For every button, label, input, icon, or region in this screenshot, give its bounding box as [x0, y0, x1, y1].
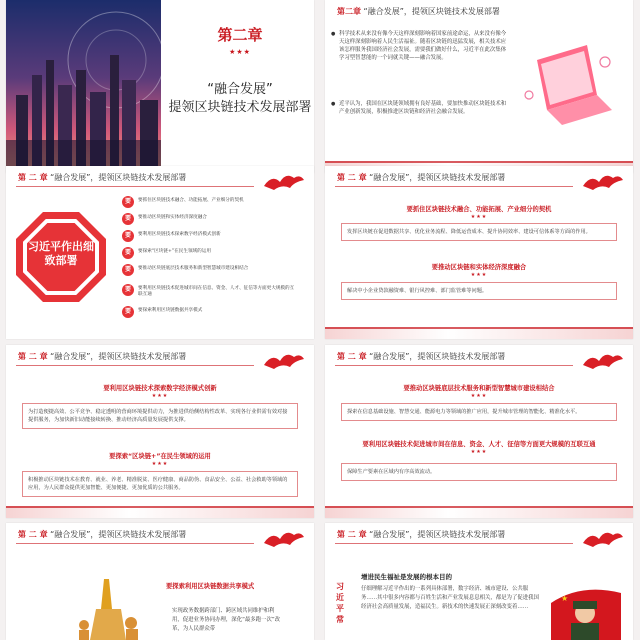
slide-livelihood[interactable] — [325, 523, 633, 640]
body-text: 实现政务数据跨部门、跨区域共同维护和利用，促进业务协同办理，深化“最多跑一次”改革，为人民群众带 — [172, 608, 281, 632]
star-divider: ★★★ — [151, 393, 169, 399]
octagon-badge-text: 习近平作出细致部署 — [28, 240, 94, 267]
list-item — [122, 306, 302, 320]
header-divider — [16, 543, 254, 544]
list-item — [122, 213, 302, 227]
slide-deployment-list[interactable] — [6, 166, 314, 339]
slide-digital-economy[interactable] — [6, 345, 314, 518]
dove-icon — [260, 527, 306, 549]
list-item-text: 要探索利用区块链数据共享模式 — [138, 308, 203, 313]
header-chapter: 第 二 章 — [337, 530, 367, 539]
content-box: 积极推动区块链技术在教育、就业、养老、精准脱贫、医疗健康、商品防伪、食品安全、公益、社会救助等领域的应用，为人民群众提供更加智能、更加便捷、更加优质的公共服务。 — [22, 471, 298, 497]
dove-icon — [579, 527, 625, 549]
section-subtitle: 要利用区块链技术促进城市间在信息、资金、人才、征信等方面更大规模的互联互通 — [362, 441, 596, 448]
slide-header — [337, 529, 505, 540]
list-item — [122, 284, 302, 298]
header-chapter: 第 二 章 — [18, 530, 48, 539]
list-item-text: 要推动区块链和实体经济深度融合 — [138, 215, 207, 220]
star-divider: ★★★ — [470, 214, 488, 220]
header-chapter: 第 二 章 — [18, 352, 48, 361]
laptop-illustration — [517, 40, 617, 130]
yao-marker: 要 — [122, 196, 134, 208]
list-item-text: 要利用区块链技术促进城市间在信息、资金、人才、征信等方面更大规模的互联互通 — [138, 286, 295, 297]
vertical-heading: 习近平常 — [336, 582, 344, 624]
header-divider — [16, 365, 254, 366]
star-divider: ★★★ — [470, 272, 488, 278]
bullet-paragraph: ● 科学技术从来没有像今天这样深刻影响着国家前途命运，从来没有像今天这样深刻影响着人民生活福祉。随着区块链的迅猛发展，相关技术应该怎样服务我国经济社会发展，需要我们做好什么，习近平在此次集体学习型智慧能的一个词就关键——融合发展。 — [339, 30, 509, 62]
slide-header — [18, 172, 186, 183]
header-divider — [16, 186, 254, 187]
slide-header — [337, 172, 505, 183]
slide-intro[interactable] — [325, 0, 633, 173]
slide-header — [337, 351, 505, 362]
list-item — [122, 230, 302, 244]
monument-illustration — [76, 579, 146, 640]
star-divider: ★★★ — [470, 393, 488, 399]
yao-marker: 要 — [122, 230, 134, 242]
section-subtitle: 要探索“区块链+”在民生领域的运用 — [109, 453, 211, 460]
list-item-text: 要探索“区块链+”在民生领域的运用 — [138, 249, 211, 254]
header-title: “融合发展”，提领区块链技术发展部署 — [369, 530, 506, 539]
dove-icon — [579, 349, 625, 371]
star-divider: ★★★ — [470, 449, 488, 455]
header-chapter: 第 二 章 — [337, 173, 367, 182]
svg-text:★: ★ — [561, 594, 569, 603]
yao-marker: 要 — [122, 247, 134, 259]
dove-icon — [579, 170, 625, 192]
flag-soldier-illustration — [551, 573, 621, 640]
header-chapter: 第 二 章 — [18, 173, 48, 182]
header-divider — [335, 543, 573, 544]
list-item-text: 要推动区块链底层技术服务和新型智慧城市建设相结合 — [138, 266, 249, 271]
section-subtitle: 要推动区块链和实体经济深度融合 — [431, 264, 527, 271]
slide-title-line2: 提领区块链技术发展部署 — [168, 100, 312, 115]
header-chapter: 第二章 — [337, 7, 361, 16]
header-title: “融合发展”，提领区块链技术发展部署 — [50, 352, 187, 361]
list-item — [122, 196, 302, 210]
star-divider: ★★★ — [151, 461, 169, 467]
yao-marker: 要 — [122, 284, 134, 296]
bullet-paragraph: ● 近平认为，我国在区块链领域拥有良好基础，要加快推动区块链技术和产业创新发展，积极推进区块链和经济社会融合发展。 — [339, 100, 509, 116]
content-box: 保障生产要素在区域内有序高效流动。 — [341, 463, 617, 481]
slide-header — [337, 6, 500, 17]
header-divider — [335, 186, 573, 187]
section-subtitle: 要推动区块链底层技术服务和新型智慧城市建设相结合 — [403, 385, 555, 392]
slide-data-sharing[interactable] — [6, 523, 314, 640]
list-item-text: 要抓住区块链技术融合、功能拓展、产业细分的契机 — [138, 198, 244, 203]
list-item — [122, 247, 302, 261]
header-title: “融合发展”，提领区块链技术发展部署 — [369, 173, 506, 182]
yao-marker: 要 — [122, 264, 134, 276]
header-title: “融合发展”，提领区块链技术发展部署 — [50, 173, 187, 182]
header-divider — [335, 365, 573, 366]
section-subtitle: 要利用区块链技术探索数字经济模式创新 — [103, 385, 217, 392]
dove-icon — [260, 170, 306, 192]
list-item — [122, 264, 302, 278]
header-title: “融合发展”，提领区块链技术发展部署 — [50, 530, 187, 539]
slide-smart-city[interactable] — [325, 345, 633, 518]
section-title: 增进民生福祉是发展的根本目的 — [361, 573, 452, 581]
content-box: 为打造便捷高效、公平竞争、稳定透明的营商环境提供动力，为推进供给侧结构性改革、实现各行业供需有效对接提供服务，为加快新旧动能接续转换、推动经济高质量发展提供支撑。 — [22, 403, 298, 429]
bottom-decoration — [325, 327, 633, 339]
list-item-text: 要利用区块链技术探索数字经济模式创新 — [138, 232, 221, 237]
body-text: 仔细理解习近平作出的一系列具体部署，数字经济、城市建设、公共服务……其中很多内容都与百姓生活和产业发展息息相关，都是为了促进我国经济社会高质量发展，造福民生。新技术的快速发展正深刻改变着…… — [361, 586, 539, 610]
content-box: 解决中小企业贷款融资难、银行风控难、部门监管难等问题。 — [341, 282, 617, 300]
slide-fusion-opportunity[interactable] — [325, 166, 633, 339]
yao-marker: 要 — [122, 213, 134, 225]
yao-marker: 要 — [122, 306, 134, 318]
slide-title-line1: “融合发展” — [207, 82, 273, 97]
content-box: 发挥区块链在促进数据共享、优化业务流程、降低运营成本、提升协同效率、建设可信体系等方面的作用。 — [341, 223, 617, 241]
content-box: 探索在信息基础设施、智慧交通、能源电力等领域的推广应用，提升城市管理的智能化、精准化水平。 — [341, 403, 617, 421]
skyline-graphic — [6, 0, 161, 173]
header-chapter: 第 二 章 — [337, 352, 367, 361]
chapter-title: 第二章 — [217, 26, 263, 44]
city-skyline-image — [6, 0, 161, 173]
slide-header — [18, 351, 186, 362]
star-divider: ★★★ — [229, 48, 251, 56]
slide-header — [18, 529, 186, 540]
section-subtitle: 要抓住区块链技术融合、功能拓展、产业细分的契机 — [406, 206, 552, 213]
dove-icon — [260, 349, 306, 371]
slide-chapter-cover[interactable] — [6, 0, 314, 173]
header-title: “融合发展”，提领区块链技术发展部署 — [369, 352, 506, 361]
section-subtitle: 要探索利用区块链数据共享模式 — [166, 583, 255, 590]
bottom-decoration — [6, 506, 314, 518]
header-title: “融合发展”，提领区块链技术发展部署 — [363, 7, 500, 16]
bottom-decoration — [325, 506, 633, 518]
